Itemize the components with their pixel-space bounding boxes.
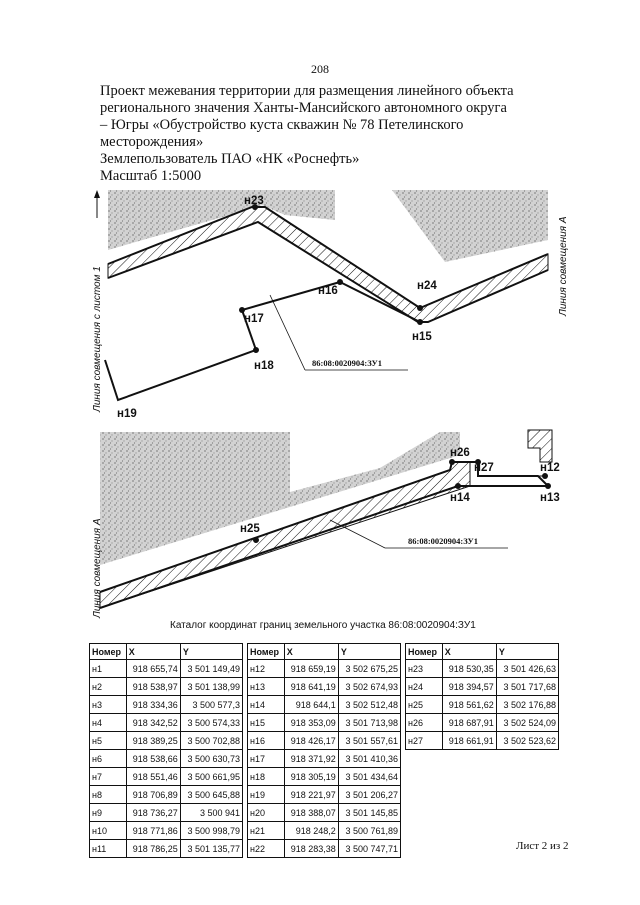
column-header: X: [284, 644, 338, 660]
building-block: [528, 430, 552, 462]
table-row: [248, 660, 401, 678]
point-number-cell: н21: [248, 822, 285, 840]
column-header: X: [126, 644, 180, 660]
scale: Масштаб 1:5000: [100, 168, 202, 184]
x-coordinate-cell: 918 389,25: [126, 732, 180, 750]
x-coordinate-cell: 918 561,62: [442, 696, 496, 714]
vertex-label: н16: [318, 285, 338, 297]
title-line: регионального значения Ханты-Мансийского автономного округа: [100, 100, 507, 116]
point-number-cell: н12: [248, 660, 285, 678]
y-coordinate-cell: 3 501 426,63: [496, 660, 558, 678]
point-number-cell: н9: [90, 804, 127, 822]
x-coordinate-cell: 918 334,36: [126, 696, 180, 714]
vertex-point: [449, 459, 455, 465]
column-header: X: [442, 644, 496, 660]
point-number-cell: н22: [248, 840, 285, 858]
point-number-cell: н27: [406, 732, 443, 750]
column-header: Y: [338, 644, 400, 660]
x-coordinate-cell: 918 655,74: [126, 660, 180, 678]
vertex-label: н14: [450, 492, 470, 504]
vertex-point: [253, 347, 259, 353]
table-row: [248, 768, 401, 786]
vertex-point: [417, 319, 423, 325]
x-coordinate-cell: 918 687,91: [442, 714, 496, 732]
column-header: Y: [496, 644, 558, 660]
table-header-row: [248, 644, 401, 660]
point-number-cell: н23: [406, 660, 443, 678]
vertex-label: н18: [254, 360, 274, 372]
table-row: [248, 732, 401, 750]
vertex-label: н27: [474, 462, 494, 474]
point-number-cell: н2: [90, 678, 127, 696]
vertex-point: [337, 279, 343, 285]
x-coordinate-cell: 918 644,1: [284, 696, 338, 714]
table-row: [90, 804, 243, 822]
point-number-cell: н17: [248, 750, 285, 768]
point-number-cell: н18: [248, 768, 285, 786]
title-line: Проект межевания территории для размещения линейного объекта: [100, 83, 514, 99]
table-row: [248, 804, 401, 822]
coordinates-table: [405, 643, 559, 750]
north-arrow-head-icon: [94, 190, 100, 198]
point-number-cell: н7: [90, 768, 127, 786]
vertex-label: н24: [417, 280, 437, 292]
vertex-label: н13: [540, 492, 560, 504]
table-row: [90, 768, 243, 786]
point-number-cell: н15: [248, 714, 285, 732]
x-coordinate-cell: 918 771,86: [126, 822, 180, 840]
vertex-label: н12: [540, 462, 560, 474]
point-number-cell: н13: [248, 678, 285, 696]
vertex-label: н19: [117, 408, 137, 420]
y-coordinate-cell: 3 501 138,99: [180, 678, 242, 696]
table-row: [406, 732, 559, 750]
y-coordinate-cell: 3 502 523,62: [496, 732, 558, 750]
y-coordinate-cell: 3 501 410,36: [338, 750, 400, 768]
table-row: [90, 786, 243, 804]
x-coordinate-cell: 918 538,66: [126, 750, 180, 768]
vertex-label: н15: [412, 331, 432, 343]
point-number-cell: н20: [248, 804, 285, 822]
y-coordinate-cell: 3 502 675,25: [338, 660, 400, 678]
table-row: [406, 714, 559, 732]
point-number-cell: н5: [90, 732, 127, 750]
table-row: [248, 786, 401, 804]
column-header: Номер: [90, 644, 127, 660]
leader-line: [270, 295, 305, 370]
parcel-contour: [105, 282, 340, 400]
vertex-point: [545, 483, 551, 489]
table-row: [248, 822, 401, 840]
y-coordinate-cell: 3 500 998,79: [180, 822, 242, 840]
table-row: [90, 678, 243, 696]
y-coordinate-cell: 3 500 661,95: [180, 768, 242, 786]
point-number-cell: н14: [248, 696, 285, 714]
table-row: [248, 840, 401, 858]
x-coordinate-cell: 918 736,27: [126, 804, 180, 822]
y-coordinate-cell: 3 500 761,89: [338, 822, 400, 840]
x-coordinate-cell: 918 641,19: [284, 678, 338, 696]
table-row: [406, 660, 559, 678]
x-coordinate-cell: 918 388,07: [284, 804, 338, 822]
leader-line: [330, 520, 385, 548]
point-number-cell: н19: [248, 786, 285, 804]
x-coordinate-cell: 918 551,46: [126, 768, 180, 786]
table-row: [90, 696, 243, 714]
coordinates-table: [89, 643, 243, 858]
point-number-cell: н16: [248, 732, 285, 750]
point-number-cell: н6: [90, 750, 127, 768]
table-row: [248, 696, 401, 714]
table-row: [90, 750, 243, 768]
point-number-cell: н1: [90, 660, 127, 678]
map-top: [92, 190, 569, 420]
x-coordinate-cell: 918 661,91: [442, 732, 496, 750]
coordinates-table: [247, 643, 401, 858]
y-coordinate-cell: 3 501 145,85: [338, 804, 400, 822]
match-line-left: Линия совмещения с листом 1: [92, 266, 103, 412]
y-coordinate-cell: 3 500 630,73: [180, 750, 242, 768]
match-line-left: Линия совмещения А: [92, 518, 103, 618]
x-coordinate-cell: 918 426,17: [284, 732, 338, 750]
vertex-point: [253, 537, 259, 543]
x-coordinate-cell: 918 706,89: [126, 786, 180, 804]
vertex-point: [417, 305, 423, 311]
x-coordinate-cell: 918 305,19: [284, 768, 338, 786]
table-row: [90, 822, 243, 840]
y-coordinate-cell: 3 500 577,3: [180, 696, 242, 714]
table-header-row: [406, 644, 559, 660]
x-coordinate-cell: 918 538,97: [126, 678, 180, 696]
vertex-label: н26: [450, 447, 470, 459]
title-line: месторождения»: [100, 134, 204, 150]
parcel-label-bottom: 86:08:0020904:ЗУ1: [408, 536, 479, 546]
point-number-cell: н4: [90, 714, 127, 732]
catalog-title: Каталог координат границ земельного участка 86:08:0020904:ЗУ1: [170, 620, 476, 631]
table-row: [406, 678, 559, 696]
column-header: Номер: [406, 644, 443, 660]
y-coordinate-cell: 3 501 557,61: [338, 732, 400, 750]
table-row: [90, 840, 243, 858]
y-coordinate-cell: 3 502 176,88: [496, 696, 558, 714]
x-coordinate-cell: 918 371,92: [284, 750, 338, 768]
x-coordinate-cell: 918 530,35: [442, 660, 496, 678]
sheet-number: Лист 2 из 2: [516, 840, 569, 852]
table-row: [248, 678, 401, 696]
y-coordinate-cell: 3 500 941: [180, 804, 242, 822]
parcel-label-top: 86:08:0020904:ЗУ1: [312, 358, 383, 368]
point-number-cell: н11: [90, 840, 127, 858]
point-number-cell: н10: [90, 822, 127, 840]
y-coordinate-cell: 3 501 717,68: [496, 678, 558, 696]
table-row: [90, 732, 243, 750]
table-row: [406, 696, 559, 714]
y-coordinate-cell: 3 501 713,98: [338, 714, 400, 732]
y-coordinate-cell: 3 500 747,71: [338, 840, 400, 858]
x-coordinate-cell: 918 786,25: [126, 840, 180, 858]
column-header: Y: [180, 644, 242, 660]
y-coordinate-cell: 3 500 574,33: [180, 714, 242, 732]
vertex-label: н23: [244, 195, 264, 207]
x-coordinate-cell: 918 353,09: [284, 714, 338, 732]
point-number-cell: н25: [406, 696, 443, 714]
y-coordinate-cell: 3 502 524,09: [496, 714, 558, 732]
table-row: [90, 714, 243, 732]
vertex-label: н25: [240, 523, 260, 535]
y-coordinate-cell: 3 501 434,64: [338, 768, 400, 786]
x-coordinate-cell: 918 394,57: [442, 678, 496, 696]
table-row: [248, 750, 401, 768]
y-coordinate-cell: 3 501 149,49: [180, 660, 242, 678]
point-number-cell: н8: [90, 786, 127, 804]
table-row: [248, 714, 401, 732]
table-header-row: [90, 644, 243, 660]
y-coordinate-cell: 3 502 512,48: [338, 696, 400, 714]
y-coordinate-cell: 3 502 674,93: [338, 678, 400, 696]
match-line-right: Линия совмещения А: [558, 216, 569, 316]
table-row: [90, 660, 243, 678]
x-coordinate-cell: 918 283,38: [284, 840, 338, 858]
map-bottom: [92, 430, 560, 619]
y-coordinate-cell: 3 501 135,77: [180, 840, 242, 858]
point-number-cell: н24: [406, 678, 443, 696]
point-number-cell: н26: [406, 714, 443, 732]
vertex-point: [455, 483, 461, 489]
vertex-label: н17: [244, 313, 264, 325]
x-coordinate-cell: 918 221,97: [284, 786, 338, 804]
y-coordinate-cell: 3 500 645,88: [180, 786, 242, 804]
land-user: Землепользователь ПАО «НК «Роснефть»: [100, 151, 360, 167]
column-header: Номер: [248, 644, 285, 660]
point-number-cell: н3: [90, 696, 127, 714]
page-number: 208: [311, 62, 329, 76]
y-coordinate-cell: 3 501 206,27: [338, 786, 400, 804]
x-coordinate-cell: 918 342,52: [126, 714, 180, 732]
x-coordinate-cell: 918 248,2: [284, 822, 338, 840]
title-line: – Югры «Обустройство куста скважин № 78 Петелинского: [100, 117, 464, 133]
x-coordinate-cell: 918 659,19: [284, 660, 338, 678]
y-coordinate-cell: 3 500 702,88: [180, 732, 242, 750]
